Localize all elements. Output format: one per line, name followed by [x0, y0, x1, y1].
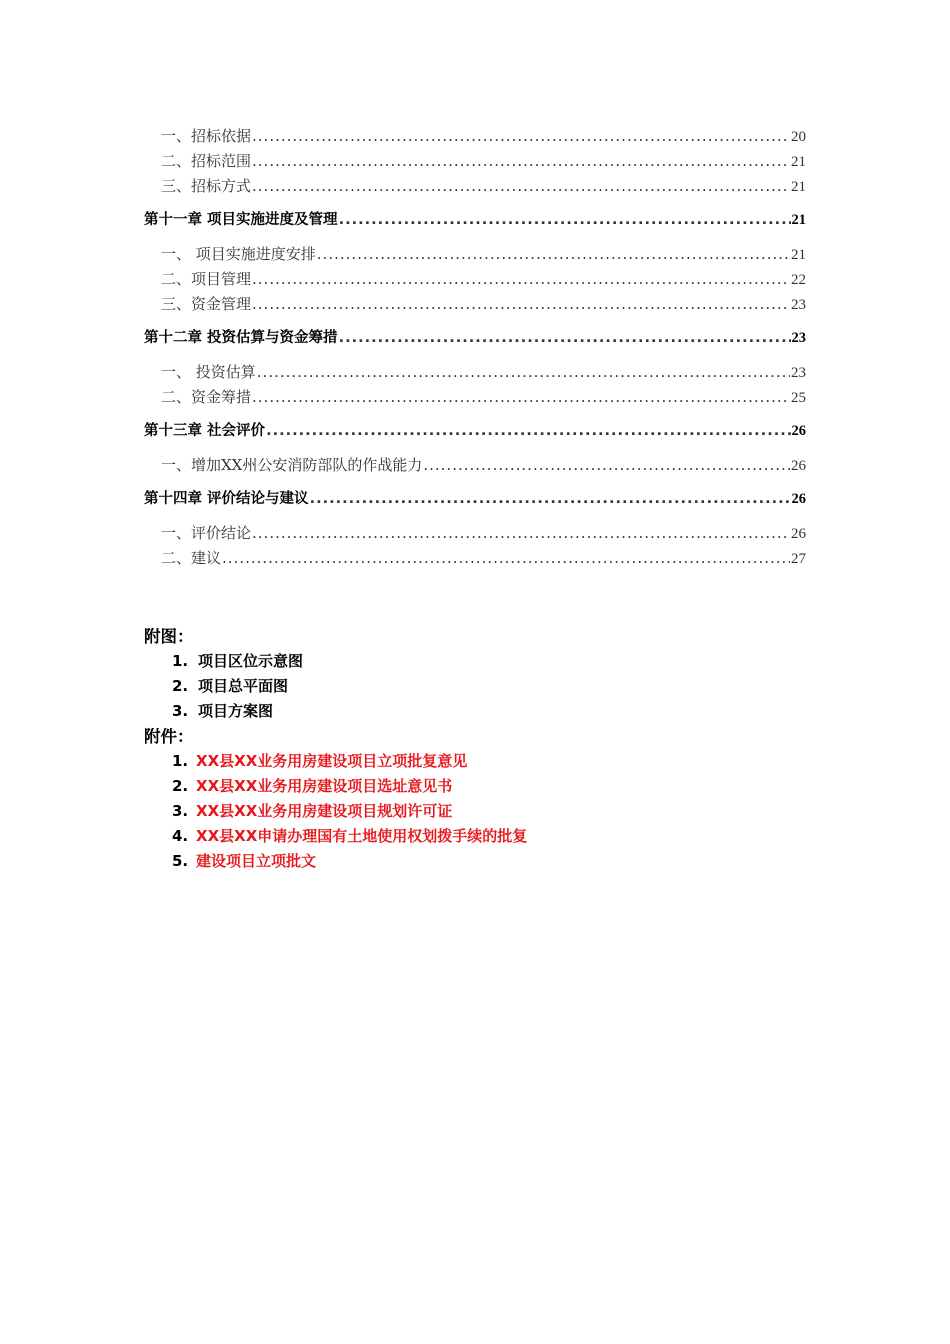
toc-entry[interactable]: [144, 292, 806, 317]
attachment-item: [144, 749, 527, 774]
toc-entry[interactable]: [144, 242, 806, 267]
toc-leader-dots: [252, 521, 790, 546]
toc-leader-dots: [310, 487, 791, 512]
table-of-contents: [144, 124, 806, 571]
toc-leader-dots: [252, 174, 790, 199]
toc-page-number: 21: [791, 179, 806, 195]
toc-entry[interactable]: [144, 453, 806, 478]
attachment-title: 建设项目立项批文: [196, 852, 317, 870]
toc-leader-dots: [252, 124, 790, 149]
toc-leader-dots: [317, 242, 790, 267]
toc-entry-label: 二、建议: [161, 549, 222, 567]
attachment-number: 1.: [172, 752, 189, 770]
toc-entry-label: 一、招标依据: [161, 127, 252, 145]
toc-leader-dots: [252, 385, 790, 410]
attachment-number: 2.: [172, 777, 189, 795]
attachment-title: XX县XX业务用房建设项目规划许可证: [196, 802, 453, 820]
toc-entry-label: 三、资金管理: [161, 295, 252, 313]
toc-leader-dots: [222, 546, 790, 571]
toc-entry-label: 一、评价结论: [161, 524, 252, 542]
toc-page-number: 23: [791, 297, 806, 313]
toc-chapter-label: 第十二章 投资估算与资金筹措: [144, 330, 338, 346]
figure-number: 1.: [172, 652, 189, 670]
toc-page-number: 26: [791, 491, 806, 507]
toc-chapter-entry[interactable]: [144, 487, 806, 512]
toc-page-number: 22: [791, 272, 806, 288]
toc-entry[interactable]: [144, 360, 806, 385]
toc-leader-dots: [257, 360, 790, 385]
figure-number: 2.: [172, 677, 189, 695]
attachment-item: [144, 774, 527, 799]
toc-leader-dots: [252, 292, 790, 317]
toc-page-number: 26: [791, 423, 806, 439]
toc-leader-dots: [252, 267, 790, 292]
toc-leader-dots: [252, 149, 790, 174]
toc-page-number: 27: [791, 551, 806, 567]
toc-entry-label: 二、资金筹措: [161, 388, 252, 406]
figure-number: 3.: [172, 702, 189, 720]
toc-page-number: 21: [791, 154, 806, 170]
toc-entry-label: 二、招标范围: [161, 152, 252, 170]
toc-page-number: 26: [791, 458, 806, 474]
toc-chapter-label: 第十三章 社会评价: [144, 423, 266, 439]
attachment-number: 5.: [172, 852, 189, 870]
toc-entry-label: 一、增加XX州公安消防部队的作战能力: [161, 456, 423, 474]
toc-leader-dots: [423, 453, 790, 478]
toc-entry[interactable]: [144, 546, 806, 571]
toc-chapter-label: 第十四章 评价结论与建议: [144, 491, 309, 507]
attachment-item: [144, 849, 527, 874]
toc-chapter-label: 第十一章 项目实施进度及管理: [144, 212, 338, 228]
toc-leader-dots: [339, 326, 791, 351]
attachment-title: XX县XX业务用房建设项目选址意见书: [196, 777, 453, 795]
toc-entry-label: 三、招标方式: [161, 177, 252, 195]
attachments-heading: 附件：: [144, 727, 194, 746]
toc-entry-label: 一、 投资估算: [161, 363, 256, 381]
toc-entry[interactable]: [144, 124, 806, 149]
toc-entry[interactable]: [144, 149, 806, 174]
toc-entry[interactable]: [144, 521, 806, 546]
toc-chapter-entry[interactable]: [144, 419, 806, 444]
appendix-section: [144, 624, 527, 874]
toc-page-number: 26: [791, 526, 806, 542]
toc-leader-dots: [339, 208, 791, 233]
figure-title: 项目区位示意图: [198, 652, 304, 670]
attachment-item: [144, 799, 527, 824]
toc-leader-dots: [266, 419, 790, 444]
figure-item: [144, 649, 527, 674]
toc-page-number: 21: [791, 247, 806, 263]
attachment-item: [144, 824, 527, 849]
toc-entry[interactable]: [144, 385, 806, 410]
toc-entry[interactable]: [144, 174, 806, 199]
figure-item: [144, 699, 527, 724]
toc-page-number: 21: [791, 212, 806, 228]
toc-chapter-entry[interactable]: [144, 208, 806, 233]
toc-entry-label: 二、项目管理: [161, 270, 252, 288]
attachment-number: 3.: [172, 802, 189, 820]
toc-page-number: 23: [791, 365, 806, 381]
figure-title: 项目总平面图: [198, 677, 289, 695]
attachment-number: 4.: [172, 827, 189, 845]
figure-title: 项目方案图: [198, 702, 274, 720]
attachment-title: XX县XX申请办理国有土地使用权划拨手续的批复: [196, 827, 528, 845]
attachment-title: XX县XX业务用房建设项目立项批复意见: [196, 752, 468, 770]
toc-page-number: 23: [791, 330, 806, 346]
toc-entry[interactable]: [144, 267, 806, 292]
toc-page-number: 25: [791, 390, 806, 406]
toc-page-number: 20: [791, 129, 806, 145]
figure-item: [144, 674, 527, 699]
toc-entry-label: 一、 项目实施进度安排: [161, 245, 316, 263]
figures-heading: 附图：: [144, 627, 194, 646]
toc-chapter-entry[interactable]: [144, 326, 806, 351]
